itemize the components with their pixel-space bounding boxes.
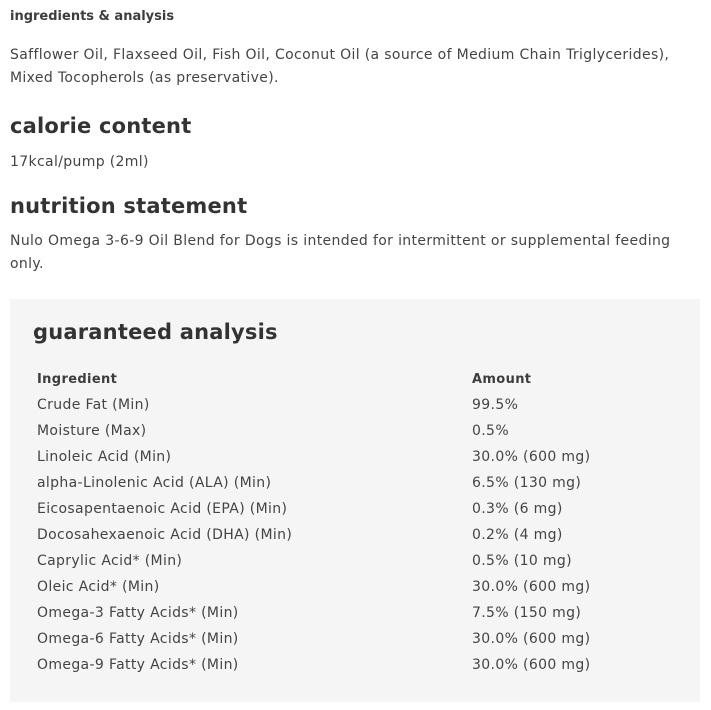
ingredient-cell: Crude Fat (Min)	[37, 397, 150, 413]
amount-cell: 0.3% (6 mg)	[472, 501, 563, 517]
ingredient-cell: Oleic Acid* (Min)	[37, 579, 160, 595]
amount-cell: 30.0% (600 mg)	[472, 449, 591, 465]
table-row	[37, 496, 672, 522]
ingredients-text: Safflower Oil, Flaxseed Oil, Fish Oil, Coconut Oil (a source of Medium Chain Triglycerides), Mixed Tocopherols (as preservative).	[10, 47, 670, 86]
table-row	[37, 444, 672, 470]
ingredients-analysis-label: ingredients & analysis	[10, 9, 175, 24]
calorie-content-text: 17kcal/pump (2ml)	[10, 154, 149, 170]
table-row	[37, 600, 672, 626]
guaranteed-analysis-panel	[10, 299, 700, 702]
ingredient-cell: Omega-6 Fatty Acids* (Min)	[37, 631, 239, 647]
nutrition-statement-heading: nutrition statement	[10, 194, 248, 218]
ingredient-cell: Caprylic Acid* (Min)	[37, 553, 183, 569]
amount-cell: 0.2% (4 mg)	[472, 527, 563, 543]
ingredient-cell: Eicosapentaenoic Acid (EPA) (Min)	[37, 501, 288, 517]
ingredient-cell: Docosahexaenoic Acid (DHA) (Min)	[37, 527, 293, 543]
table-row	[37, 522, 672, 548]
ingredient-cell: Omega-3 Fatty Acids* (Min)	[37, 605, 239, 621]
product-details	[0, 9, 711, 276]
table-row	[37, 574, 672, 600]
guaranteed-analysis-heading: guaranteed analysis	[33, 320, 278, 344]
amount-cell: 30.0% (600 mg)	[472, 657, 591, 673]
table-body	[37, 392, 672, 678]
amount-cell: 30.0% (600 mg)	[472, 631, 591, 647]
amount-cell: 99.5%	[472, 397, 519, 413]
amount-cell: 7.5% (150 mg)	[472, 605, 582, 621]
ingredient-cell: Moisture (Max)	[37, 423, 147, 439]
guaranteed-analysis-table	[37, 366, 672, 678]
amount-cell: 0.5%	[472, 423, 509, 439]
table-row	[37, 652, 672, 678]
amount-cell: 6.5% (130 mg)	[472, 475, 582, 491]
table-row	[37, 626, 672, 652]
table-row	[37, 548, 672, 574]
calorie-content-heading: calorie content	[10, 114, 192, 138]
column-header-amount: Amount	[472, 371, 532, 387]
ingredient-cell: Linoleic Acid (Min)	[37, 449, 172, 465]
table-row	[37, 418, 672, 444]
amount-cell: 0.5% (10 mg)	[472, 553, 572, 569]
nutrition-statement-text: Nulo Omega 3-6-9 Oil Blend for Dogs is intended for intermittent or supplemental feeding only.	[10, 233, 671, 272]
table-row	[37, 470, 672, 496]
ingredient-cell: alpha-Linolenic Acid (ALA) (Min)	[37, 475, 272, 491]
table-header-row	[37, 366, 672, 392]
table-row	[37, 392, 672, 418]
amount-cell: 30.0% (600 mg)	[472, 579, 591, 595]
column-header-ingredient: Ingredient	[37, 371, 118, 387]
ingredient-cell: Omega-9 Fatty Acids* (Min)	[37, 657, 239, 673]
